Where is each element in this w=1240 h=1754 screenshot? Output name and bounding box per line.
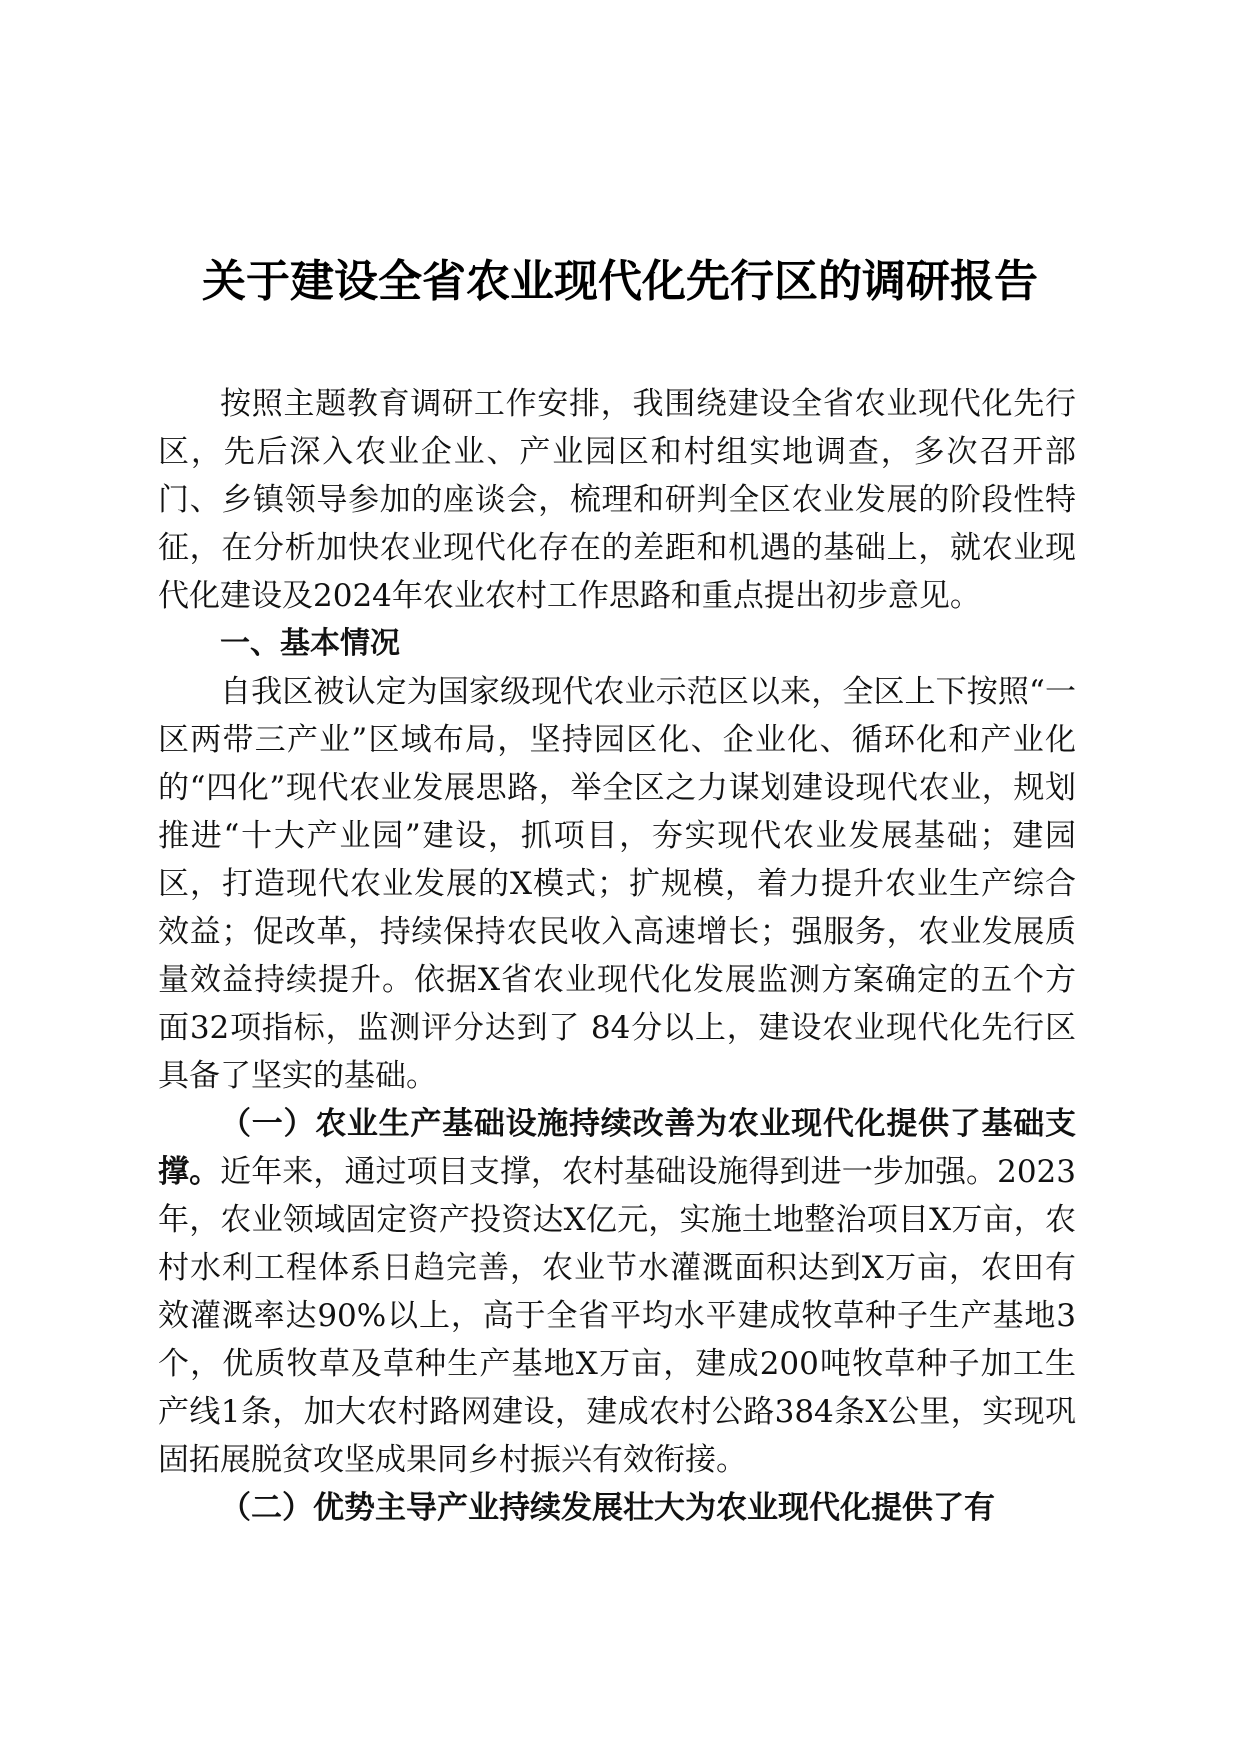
document-body (158, 380, 1076, 1532)
intro-paragraph: 按照主题教育调研工作安排，我围绕建设全省农业现代化先行区，先后深入农业企业、产业园区和村组实地调查，多次召开部门、乡镇领导参加的座谈会，梳理和研判全区农业发展的阶段性特征，在分析加快农业现代化存在的差距和机遇的基础上，就农业现代化建设及2024年农业农村工作思路和重点提出初步意见。 (158, 386, 1076, 614)
subsection-1-lead: （一）农业生产基础设施持续改善为农业现代化提供了基础支撑。 (158, 1106, 1076, 1190)
subsection-1-text: 近年来，通过项目支撑，农村基础设施得到进一步加强。2023年，农业领域固定资产投资达X亿元，实施土地整治项目X万亩，农村水利工程体系日趋完善，农业节水灌溉面积达到X万亩，农田有效灌溉率达90%以上，高于全省平均水平建成牧草种子生产基地3个，优质牧草及草种生产基地X万亩，建成200吨牧草种子加工生产线1条，加大农村路网建设，建成农村公路384条X公里，实现巩固拓展脱贫攻坚成果同乡村振兴有效衔接。 (158, 1154, 1076, 1478)
subsection-2-lead: （二）优势主导产业持续发展壮大为农业现代化提供了有 (220, 1490, 995, 1526)
section-heading-basic-situation: 一、基本情况 (220, 626, 400, 661)
document-title: 关于建设全省农业现代化先行区的调研报告 (202, 256, 1038, 307)
basic-situation-paragraph: 自我区被认定为国家级现代农业示范区以来，全区上下按照“一区两带三产业”区域布局，坚持园区化、企业化、循环化和产业化的“四化”现代农业发展思路，举全区之力谋划建设现代农业，规划推进“十大产业园”建设，抓项目，夯实现代农业发展基础；建园区，打造现代农业发展的X模式；扩规模，着力提升农业生产综合效益；促改革，持续保持农民收入高速增长；强服务，农业发展质量效益持续提升。依据X省农业现代化发展监测方案确定的五个方面32项指标，监测评分达到了 84分以上，建设农业现代化先行区具备了坚实的基础。 (158, 674, 1076, 1094)
subsection-2-paragraph (158, 1484, 1076, 1532)
subsection-1-paragraph (158, 1100, 1076, 1484)
